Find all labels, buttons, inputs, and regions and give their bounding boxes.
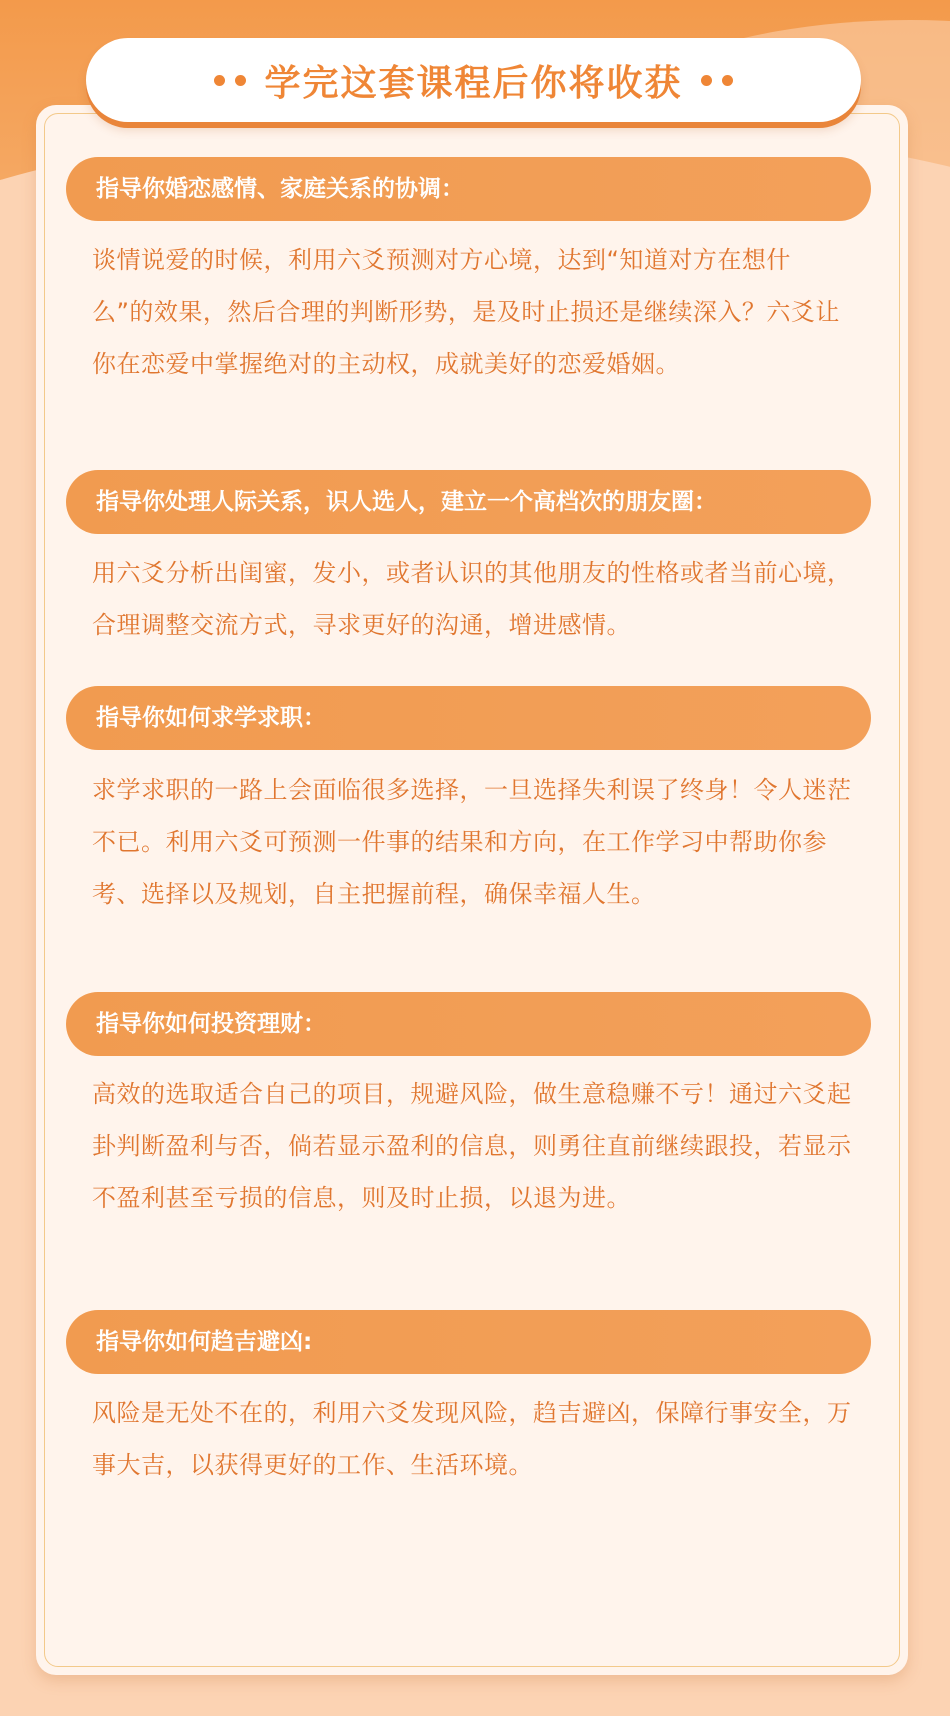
- section-heading: 指导你如何求学求职：: [66, 686, 871, 750]
- dot-icon: [722, 75, 733, 86]
- section-body: 谈情说爱的时候，利用六爻预测对方心境，达到“知道对方在想什么”的效果，然后合理的判断形势，是及时止损还是继续深入？六爻让你在恋爱中掌握绝对的主动权，成就美好的恋爱婚姻。: [92, 246, 840, 378]
- page-title: 学完这套课程后你将收获: [264, 62, 683, 104]
- page-header: [86, 38, 861, 122]
- dot-icon: [214, 75, 225, 86]
- section-heading: 指导你如何趋吉避凶:: [66, 1310, 871, 1374]
- section-heading: 指导你如何投资理财：: [66, 992, 871, 1056]
- dot-icon: [701, 75, 712, 86]
- decorative-dots-right: [701, 75, 733, 86]
- section-body: 求学求职的一路上会面临很多选择，一旦选择失利误了终身！令人迷茫不已。利用六爻可预测一件事的结果和方向，在工作学习中帮助你参考、选择以及规划，自主把握前程，确保幸福人生。: [92, 776, 852, 908]
- section-heading: 指导你婚恋感情、家庭关系的协调：: [66, 157, 871, 221]
- section-body: 高效的选取适合自己的项目，规避风险，做生意稳赚不亏！通过六爻起卦判断盈利与否，倘若显示盈利的信息，则勇往直前继续跟投，若显示不盈利甚至亏损的信息，则及时止损，以退为进。: [92, 1080, 852, 1212]
- decorative-dots-left: [214, 75, 246, 86]
- section-heading: 指导你处理人际关系，识人选人，建立一个高档次的朋友圈：: [66, 470, 871, 534]
- section-body: 风险是无处不在的，利用六爻发现风险，趋吉避凶，保障行事安全，万事大吉，以获得更好的工作、生活环境。: [92, 1399, 852, 1479]
- dot-icon: [235, 75, 246, 86]
- section-body: 用六爻分析出闺蜜，发小，或者认识的其他朋友的性格或者当前心境，合理调整交流方式，寻求更好的沟通，增进感情。: [92, 559, 852, 639]
